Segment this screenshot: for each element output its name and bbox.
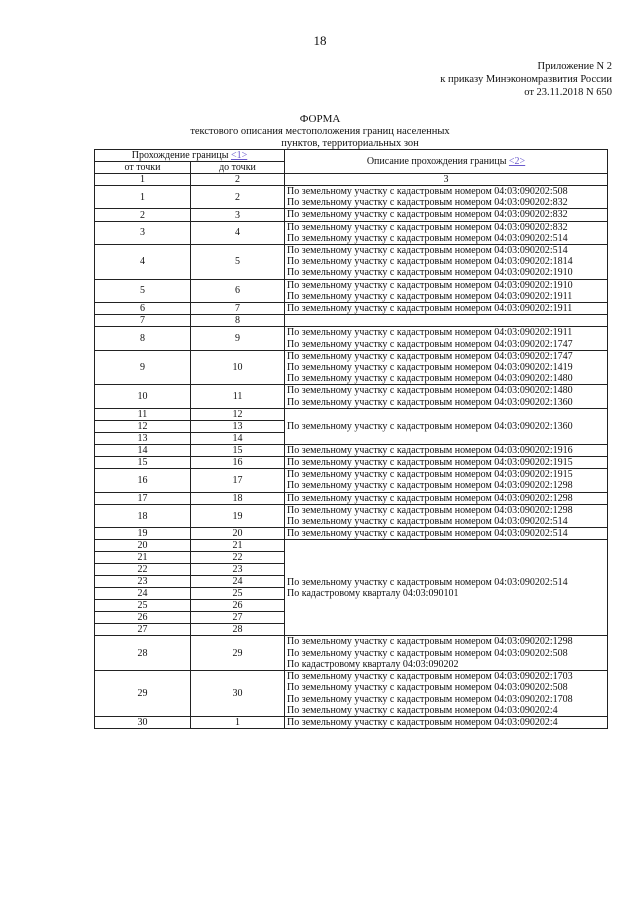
table-row [95, 671, 608, 717]
form-title: ФОРМА [299, 113, 341, 125]
header-desc-label: Описание прохождения границы [366, 156, 507, 167]
appendix-line-1: Приложение N 2 [537, 61, 612, 72]
footnote-ref-2[interactable]: <2> [508, 156, 526, 167]
desc-line: По земельному участку с кадастровым номером 04:03:090202:1708 [287, 693, 573, 705]
from-point: 28 [95, 636, 191, 671]
from-point: 10 [95, 385, 191, 408]
form-subtitle-1: текстового описания местоположения границ населенных [190, 125, 450, 137]
boundary-description-empty [285, 315, 608, 327]
from-point: 13 [95, 432, 191, 444]
table-row [95, 315, 608, 327]
to-point: 3 [191, 209, 285, 221]
desc-line: По земельному участку с кадастровым номером 04:03:090202:1911 [287, 290, 573, 302]
from-point: 23 [95, 576, 191, 588]
desc-line: По земельному участку с кадастровым номером 04:03:090202:1747 [287, 350, 573, 362]
to-point: 22 [191, 552, 285, 564]
to-point: 17 [191, 469, 285, 492]
desc-line: По земельному участку с кадастровым номером 04:03:090202:514 [287, 516, 568, 528]
from-point: 16 [95, 469, 191, 492]
table-row [95, 716, 608, 728]
to-point: 2 [191, 186, 285, 209]
to-point: 20 [191, 528, 285, 540]
boundary-description [285, 716, 608, 728]
to-point: 12 [191, 408, 285, 420]
desc-line: По земельному участку с кадастровым номером 04:03:090202:1480 [287, 385, 573, 397]
from-point: 3 [95, 221, 191, 244]
to-point: 10 [191, 350, 285, 385]
appendix-line-2: к приказу Минэкономразвития России [440, 74, 612, 85]
to-point: 15 [191, 444, 285, 456]
to-point: 13 [191, 420, 285, 432]
desc-line: По земельному участку с кадастровым номером 04:03:090202:1360 [287, 396, 573, 408]
boundary-description [285, 469, 608, 492]
boundary-description [285, 221, 608, 244]
desc-line: По земельному участку с кадастровым номером 04:03:090202:1915 [287, 457, 573, 469]
desc-line: По земельному участку с кадастровым номером 04:03:090202:4 [287, 704, 558, 716]
to-point: 27 [191, 612, 285, 624]
desc-line: По земельному участку с кадастровым номером 04:03:090202:1814 [287, 256, 573, 268]
form-title-block [0, 113, 640, 151]
table-row [95, 528, 608, 540]
from-point: 17 [95, 492, 191, 504]
table-row [95, 245, 608, 280]
boundary-description [285, 504, 608, 527]
from-point: 19 [95, 528, 191, 540]
to-point: 16 [191, 457, 285, 469]
desc-line: По земельному участку с кадастровым номером 04:03:090202:1910 [287, 267, 573, 279]
from-point: 14 [95, 444, 191, 456]
desc-line: По земельному участку с кадастровым номером 04:03:090202:1298 [287, 480, 573, 492]
desc-line: По земельному участку с кадастровым номером 04:03:090202:1915 [287, 469, 573, 481]
from-point: 25 [95, 600, 191, 612]
table-row [95, 385, 608, 408]
to-point: 9 [191, 327, 285, 350]
header-description [285, 150, 608, 174]
desc-line: По земельному участку с кадастровым номером 04:03:090202:514 [287, 232, 568, 244]
boundary-description [285, 245, 608, 280]
table-row [95, 186, 608, 209]
boundary-description [285, 540, 608, 636]
from-point: 6 [95, 303, 191, 315]
from-point: 18 [95, 504, 191, 527]
from-point: 8 [95, 327, 191, 350]
desc-line: По земельному участку с кадастровым номером 04:03:090202:1360 [287, 420, 573, 432]
table-row [95, 492, 608, 504]
desc-line: По земельному участку с кадастровым номером 04:03:090202:1747 [287, 338, 573, 350]
table-row [95, 540, 608, 552]
from-point: 22 [95, 564, 191, 576]
table-row [95, 209, 608, 221]
from-point: 30 [95, 716, 191, 728]
footnote-ref-1[interactable]: <1> [230, 150, 248, 161]
to-point: 26 [191, 600, 285, 612]
boundary-description [285, 327, 608, 350]
header-col-2: 2 [191, 174, 285, 186]
boundary-description [285, 636, 608, 671]
boundary-description [285, 528, 608, 540]
table-row [95, 350, 608, 385]
table-row [95, 408, 608, 420]
table-row [95, 469, 608, 492]
desc-line: По земельному участку с кадастровым номером 04:03:090202:1910 [287, 279, 573, 291]
boundary-description [285, 279, 608, 302]
to-point: 25 [191, 588, 285, 600]
desc-line: По земельному участку с кадастровым номером 04:03:090202:1298 [287, 504, 573, 516]
form-subtitle-2: пунктов, территориальных зон [281, 138, 419, 149]
from-point: 5 [95, 279, 191, 302]
from-point: 21 [95, 552, 191, 564]
to-point: 8 [191, 315, 285, 327]
desc-line: По земельному участку с кадастровым номером 04:03:090202:514 [287, 576, 568, 588]
to-point: 4 [191, 221, 285, 244]
desc-line: По кадастровому кварталу 04:03:090101 [287, 587, 459, 599]
boundary-description [285, 457, 608, 469]
to-point: 1 [191, 716, 285, 728]
boundary-table [94, 149, 608, 729]
desc-line: По земельному участку с кадастровым номером 04:03:090202:508 [287, 682, 568, 694]
table-row [95, 636, 608, 671]
to-point: 5 [191, 245, 285, 280]
desc-line: По земельному участку с кадастровым номером 04:03:090202:4 [287, 716, 558, 728]
header-boundary-passage [95, 150, 285, 162]
to-point: 7 [191, 303, 285, 315]
header-group-label: Прохождение границы [131, 150, 229, 161]
boundary-description [285, 186, 608, 209]
to-point: 24 [191, 576, 285, 588]
from-point: 7 [95, 315, 191, 327]
from-point: 1 [95, 186, 191, 209]
boundary-description [285, 303, 608, 315]
desc-line: По земельному участку с кадастровым номером 04:03:090202:1419 [287, 362, 573, 374]
from-point: 11 [95, 408, 191, 420]
header-from-point: от точки [95, 162, 191, 174]
from-point: 15 [95, 457, 191, 469]
header-to-point: до точки [191, 162, 285, 174]
to-point: 29 [191, 636, 285, 671]
desc-line: По земельному участку с кадастровым номером 04:03:090202:1911 [287, 327, 573, 339]
table-row [95, 303, 608, 315]
appendix-header [440, 60, 612, 99]
from-point: 20 [95, 540, 191, 552]
header-row-1 [95, 150, 608, 162]
from-point: 27 [95, 624, 191, 636]
from-point: 4 [95, 245, 191, 280]
desc-line: По земельному участку с кадастровым номером 04:03:090202:508 [287, 186, 568, 197]
boundary-description [285, 671, 608, 717]
from-point: 2 [95, 209, 191, 221]
desc-line: По земельному участку с кадастровым номером 04:03:090202:832 [287, 209, 568, 221]
boundary-description [285, 209, 608, 221]
to-point: 30 [191, 671, 285, 717]
page-number: 18 [313, 33, 327, 48]
from-point: 12 [95, 420, 191, 432]
desc-line: По земельному участку с кадастровым номером 04:03:090202:508 [287, 647, 568, 659]
table-row [95, 327, 608, 350]
desc-line: По земельному участку с кадастровым номером 04:03:090202:1480 [287, 373, 573, 385]
table-row [95, 457, 608, 469]
desc-line: По земельному участку с кадастровым номером 04:03:090202:832 [287, 221, 568, 233]
from-point: 9 [95, 350, 191, 385]
to-point: 6 [191, 279, 285, 302]
to-point: 19 [191, 504, 285, 527]
from-point: 26 [95, 612, 191, 624]
desc-line: По земельному участку с кадастровым номером 04:03:090202:1916 [287, 444, 573, 456]
to-point: 11 [191, 385, 285, 408]
appendix-line-3: от 23.11.2018 N 650 [524, 87, 612, 98]
desc-line: По земельному участку с кадастровым номером 04:03:090202:514 [287, 528, 568, 540]
header-row-numbers [95, 174, 608, 186]
table-row [95, 504, 608, 527]
desc-line: По земельному участку с кадастровым номером 04:03:090202:1911 [287, 303, 573, 315]
from-point: 29 [95, 671, 191, 717]
boundary-description [285, 492, 608, 504]
desc-line: По земельному участку с кадастровым номером 04:03:090202:1298 [287, 492, 573, 504]
to-point: 18 [191, 492, 285, 504]
to-point: 28 [191, 624, 285, 636]
to-point: 23 [191, 564, 285, 576]
to-point: 14 [191, 432, 285, 444]
desc-line: По земельному участку с кадастровым номером 04:03:090202:1703 [287, 671, 573, 683]
boundary-description [285, 444, 608, 456]
table-row [95, 221, 608, 244]
header-col-1: 1 [95, 174, 191, 186]
table-row [95, 279, 608, 302]
desc-line: По земельному участку с кадастровым номером 04:03:090202:1298 [287, 636, 573, 648]
boundary-description [285, 350, 608, 385]
to-point: 21 [191, 540, 285, 552]
desc-line: По земельному участку с кадастровым номером 04:03:090202:832 [287, 197, 568, 209]
desc-line: По кадастровому кварталу 04:03:090202 [287, 658, 459, 670]
header-col-3: 3 [285, 174, 608, 186]
from-point: 24 [95, 588, 191, 600]
table-row [95, 444, 608, 456]
desc-line: По земельному участку с кадастровым номером 04:03:090202:514 [287, 245, 568, 257]
boundary-description [285, 385, 608, 408]
boundary-description [285, 408, 608, 444]
